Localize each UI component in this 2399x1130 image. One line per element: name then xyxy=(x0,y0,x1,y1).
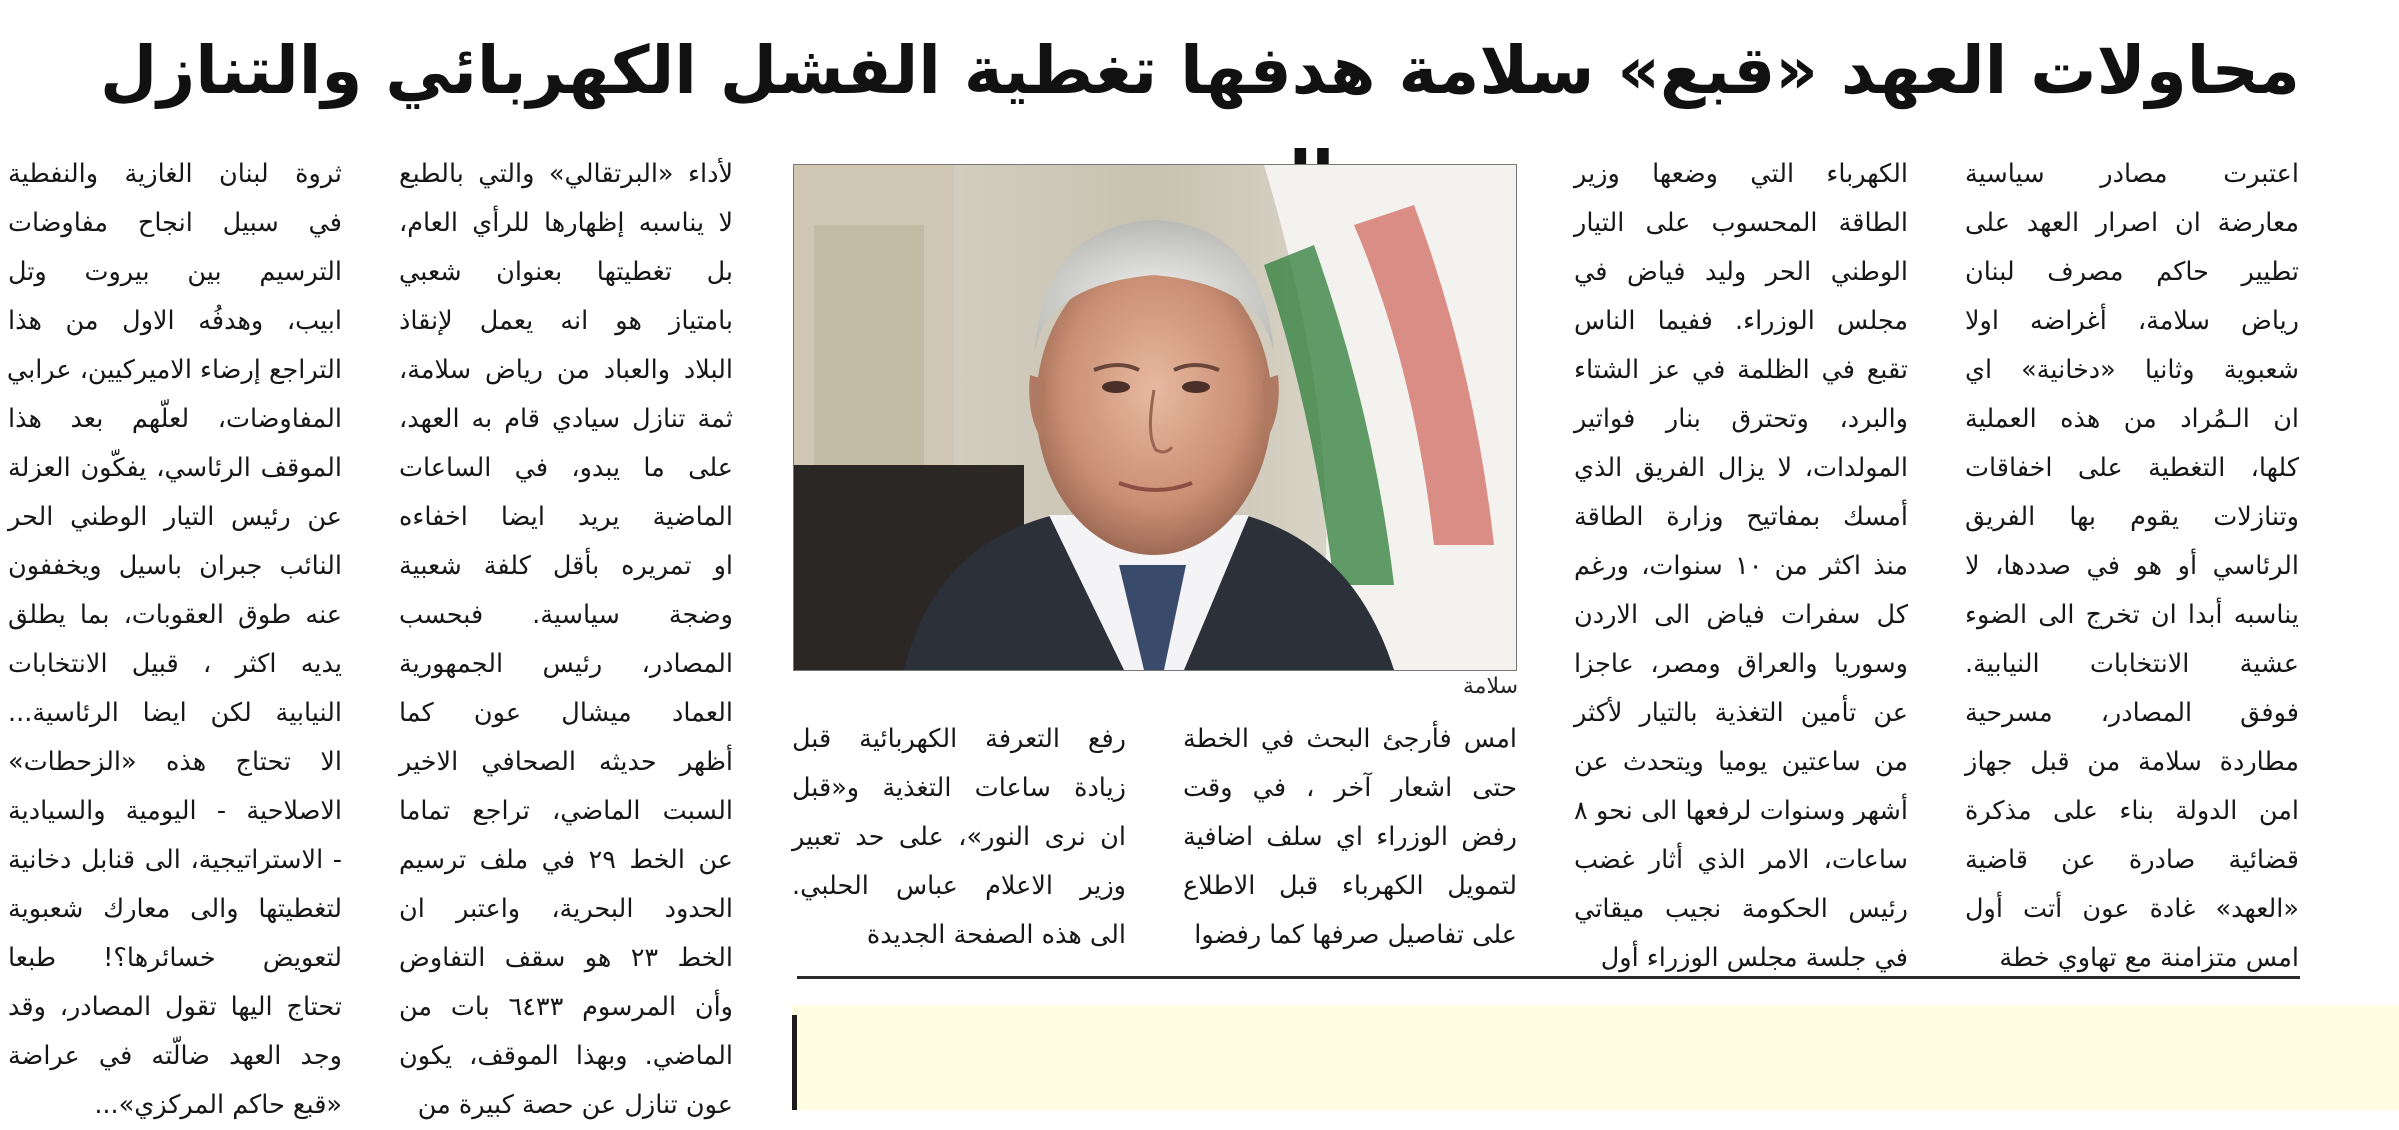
text-line: الاصلاحية - اليومية والسيادية xyxy=(8,796,342,826)
text-line: المولدات، لا يزال الفريق الذي xyxy=(1574,453,1908,483)
text-line: بل تغطيتها بعنوان شعبي xyxy=(399,257,733,287)
text-line: الى هذه الصفحة الجديدة xyxy=(866,920,1126,950)
text-line: أشهر وسنوات لرفعها الى نحو ٨ xyxy=(1574,796,1908,826)
text-line: تطيير حاكم مصرف لبنان xyxy=(1965,257,2299,287)
text-line: منذ اكثر من ١٠ سنوات، ورغم xyxy=(1574,551,1908,581)
text-line: ساعات، الامر الذي أثار غضب xyxy=(1574,845,1908,875)
text-line: الوطني الحر وليد فياض في xyxy=(1574,257,1908,287)
text-line: الكهرباء التي وضعها وزير xyxy=(1574,159,1908,189)
text-line: مطاردة سلامة من قبل جهاز xyxy=(1965,747,2299,777)
text-line: الحدود البحرية، واعتبر ان xyxy=(399,894,733,924)
text-line: على ما يبدو، في الساعات xyxy=(399,453,733,483)
article-photo xyxy=(793,164,1517,671)
article-column-5 xyxy=(399,150,733,1130)
text-line: ثمة تنازل سيادي قام به العهد، xyxy=(399,404,733,434)
text-line: الخط ٢٣ هو سقف التفاوض xyxy=(399,943,733,973)
text-line: في سبيل انجاح مفاوضات xyxy=(8,208,342,238)
article-column-4 xyxy=(792,715,1126,960)
text-line: أمسك بمفاتيح وزارة الطاقة xyxy=(1574,502,1908,532)
article-column-6 xyxy=(8,150,342,1130)
text-line: المفاوضات، لعلّهم بعد هذا xyxy=(8,404,342,434)
text-line: وجد العهد ضالّته في عراضة xyxy=(8,1041,342,1071)
text-line: رفض الوزراء اي سلف اضافية xyxy=(1183,822,1517,852)
text-line: يناسبه أبدا ان تخرج الى الضوء xyxy=(1965,600,2299,630)
text-line: المصادر، رئيس الجمهورية xyxy=(399,649,733,679)
sidebar-box xyxy=(792,1005,2399,1110)
text-line: السبت الماضي، تراجع تماما xyxy=(399,796,733,826)
text-line: الماضي. وبهذا الموقف، يكون xyxy=(399,1041,733,1071)
text-line: فوفق المصادر، مسرحية xyxy=(1965,698,2299,728)
text-line: ابيب، وهدفُه الاول من هذا xyxy=(8,306,342,336)
text-line: - الاستراتيجية، الى قنابل دخانية xyxy=(8,845,342,875)
text-line: النيابية لكن ايضا الرئاسية... xyxy=(8,698,342,728)
text-line: النائب جبران باسيل ويخففون xyxy=(8,551,342,581)
text-line: البلاد والعباد من رياض سلامة، xyxy=(399,355,733,385)
text-line: على تفاصيل صرفها كما رفضوا xyxy=(1194,920,1517,950)
text-line: كلها، التغطية على اخفاقات xyxy=(1965,453,2299,483)
text-line: حتى اشعار آخر ، في وقت xyxy=(1183,773,1517,803)
text-line: ان الـمُراد من هذه العملية xyxy=(1965,404,2299,434)
text-line: من ساعتين يوميا ويتحدث عن xyxy=(1574,747,1908,777)
text-line: الا تحتاج هذه «الزحطات» xyxy=(8,747,342,777)
text-line: التراجع إرضاء الاميركيين، عرابي xyxy=(6,355,342,385)
text-line: والبرد، وتحترق بنار فواتير xyxy=(1574,404,1908,434)
text-line: اعتبرت مصادر سياسية xyxy=(1965,159,2299,189)
text-line: عن رئيس التيار الوطني الحر xyxy=(8,502,342,532)
text-line: لتمويل الكهرباء قبل الاطلاع xyxy=(1183,871,1517,901)
text-line: وتنازلات يقوم بها الفريق xyxy=(1965,502,2299,532)
text-line: مجلس الوزراء. ففيما الناس xyxy=(1574,306,1908,336)
headline: محاولات العهد «قبع» سلامة هدفها تغطية الفشل الكهربائي والتنازل xyxy=(100,32,2300,109)
text-line: امس فأرجئ البحث في الخطة xyxy=(1183,724,1517,754)
text-line: وزير الاعلام عباس الحلبي. xyxy=(792,871,1126,901)
text-line: الرئاسي أو هو في صددها، لا xyxy=(1965,551,2299,581)
text-line: الموقف الرئاسي، يفكّون العزلة xyxy=(8,453,342,483)
text-line: زيادة ساعات التغذية و«قبل xyxy=(792,773,1126,803)
text-line: وأن المرسوم ٦٤٣٣ بات من xyxy=(399,992,733,1022)
text-line: لا يناسبه إظهارها للرأي العام، xyxy=(399,208,733,238)
text-line: رفع التعرفة الكهربائية قبل xyxy=(792,724,1126,754)
text-line: امن الدولة بناء على مذكرة xyxy=(1965,796,2299,826)
text-line: ان نرى النور»، على حد تعبير xyxy=(792,822,1126,852)
text-line: «قبع حاكم المركزي»... xyxy=(94,1090,342,1120)
text-line: رياض سلامة، أغراضه اولا xyxy=(1965,306,2299,336)
text-line: عن تأمين التغذية بالتيار لأكثر xyxy=(1574,698,1908,728)
sidebar-box-edge xyxy=(792,1015,797,1110)
text-line: الماضية يريد ايضا اخفاءه xyxy=(399,502,733,532)
article-column-3 xyxy=(1183,715,1517,960)
text-line: كل سفرات فياض الى الاردن xyxy=(1574,600,1908,630)
text-line: يديه اكثر ، قبيل الانتخابات xyxy=(8,649,342,679)
text-line: في جلسة مجلس الوزراء أول xyxy=(1600,943,1908,973)
text-line: رئيس الحكومة نجيب ميقاتي xyxy=(1574,894,1908,924)
text-line: عون تنازل عن حصة كبيرة من xyxy=(417,1090,733,1120)
text-line: بامتياز هو انه يعمل لإنقاذ xyxy=(399,306,733,336)
text-line: عشية الانتخابات النيابية. xyxy=(1965,649,2299,679)
text-line: الترسيم بين بيروت وتل xyxy=(8,257,342,287)
text-line: تحتاج اليها تقول المصادر، وقد xyxy=(8,992,342,1022)
article-divider xyxy=(797,976,2300,979)
text-line: تقبع في الظلمة في عز الشتاء xyxy=(1574,355,1908,385)
text-line: قضائية صادرة عن قاضية xyxy=(1965,845,2299,875)
text-line: وسوريا والعراق ومصر، عاجزا xyxy=(1574,649,1908,679)
text-line: الطاقة المحسوب على التيار xyxy=(1574,208,1908,238)
article-column-1 xyxy=(1965,150,2299,983)
text-line: لتعويض خسائرها؟! طبعا xyxy=(8,943,342,973)
text-line: امس متزامنة مع تهاوي خطة xyxy=(1999,943,2299,973)
text-line: «العهد» غادة عون أتت أول xyxy=(1965,894,2299,924)
text-line: لأداء «البرتقالي» والتي بالطبع xyxy=(399,159,733,189)
photo-caption: سلامة xyxy=(1462,674,1518,699)
article-column-2 xyxy=(1574,150,1908,983)
text-line: ثروة لبنان الغازية والنفطية xyxy=(8,159,342,189)
text-line: وضجة سياسية. فبحسب xyxy=(399,600,733,630)
text-line: لتغطيتها والى معارك شعبوية xyxy=(8,894,342,924)
text-line: عنه طوق العقوبات، بما يطلق xyxy=(8,600,342,630)
text-line: معارضة ان اصرار العهد على xyxy=(1965,208,2299,238)
text-line: أظهر حديثه الصحافي الاخير xyxy=(399,747,733,777)
text-line: شعبوية وثانيا «دخانية» اي xyxy=(1965,355,2299,385)
text-line: العماد ميشال عون كما xyxy=(399,698,733,728)
text-line: عن الخط ٢٩ في ملف ترسيم xyxy=(399,845,734,875)
text-line: او تمريره بأقل كلفة شعبية xyxy=(399,551,733,581)
portrait-image xyxy=(794,165,1516,670)
